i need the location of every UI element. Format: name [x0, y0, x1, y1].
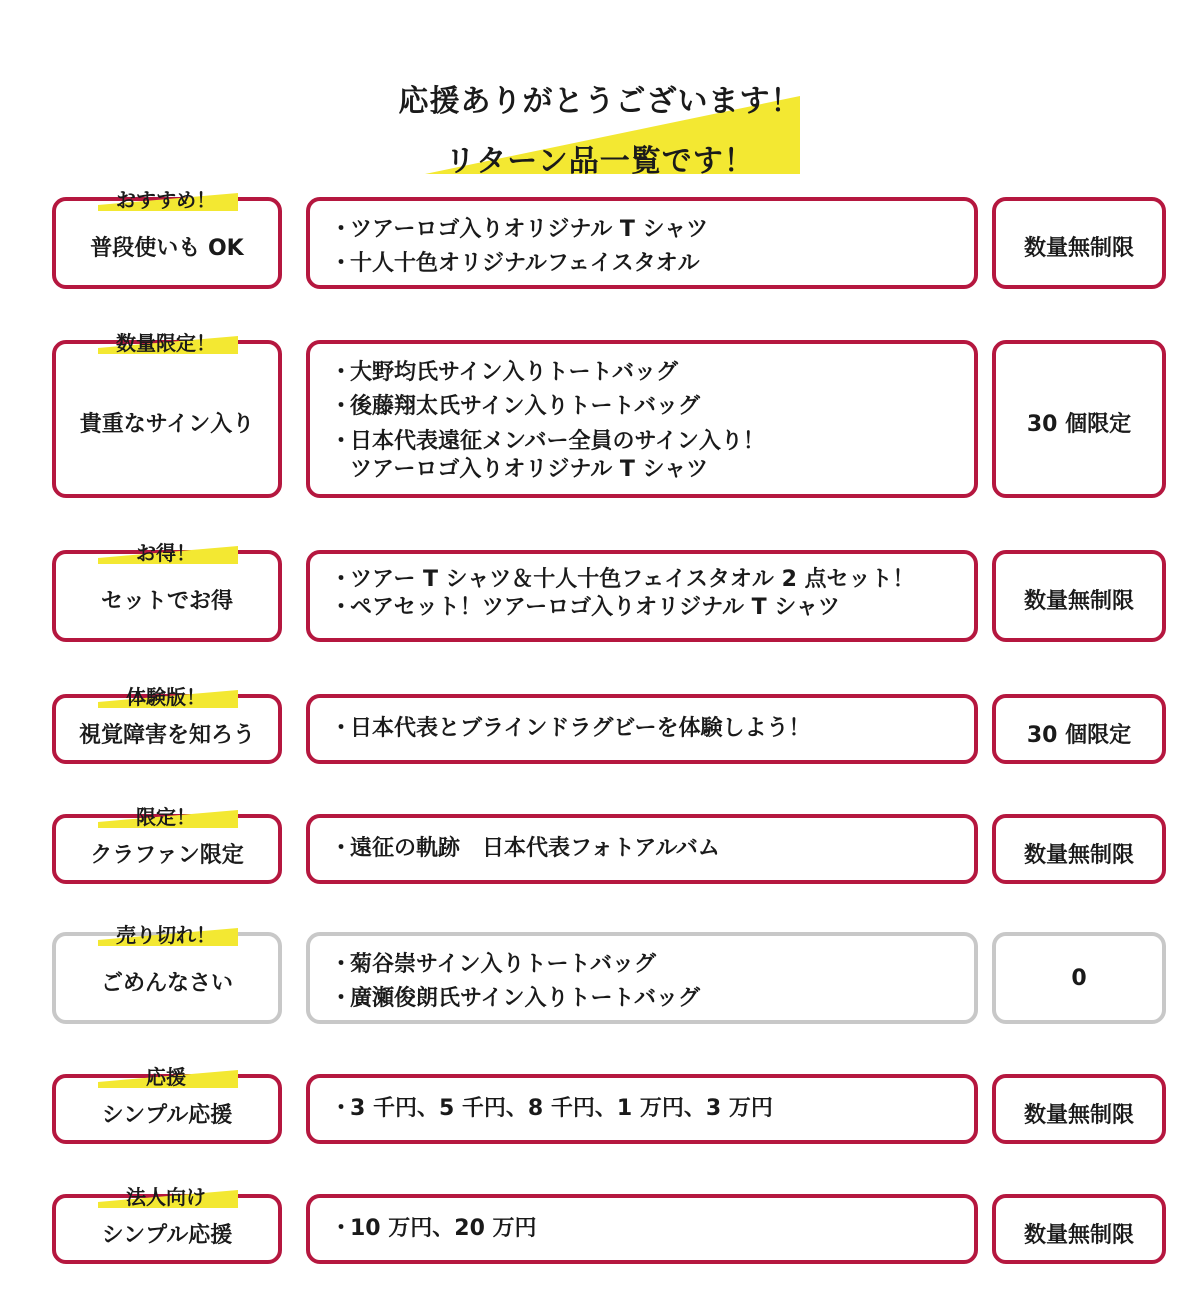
list-item: ・ 後藤翔太氏サイン入りトートバッグ [330, 394, 701, 419]
quantity-box [992, 1194, 1166, 1264]
items-list [330, 566, 964, 622]
items-box [306, 694, 978, 764]
page-title: 応援ありがとうございます！ [398, 84, 802, 119]
list-item: ・ 廣瀬俊朗氏サイン入りトートバッグ [330, 986, 701, 1011]
reward-row [0, 805, 1200, 884]
quantity-box [992, 340, 1166, 498]
list-item: ・ ツアー T シャツ＆十人十色フェイスタオル 2 点セット！ [330, 567, 915, 592]
quantity-box [992, 814, 1166, 884]
quantity-box [992, 1074, 1166, 1144]
page-header [0, 60, 1200, 180]
items-box [306, 814, 978, 884]
category-subtitle: ごめんなさい [100, 971, 233, 996]
items-box [306, 932, 978, 1024]
reward-row [0, 1065, 1200, 1144]
list-item: ・ 菊谷崇サイン入りトートバッグ [330, 952, 657, 977]
category-subtitle: クラファン限定 [90, 843, 244, 868]
quantity-label: 30 個限定 [1026, 412, 1132, 437]
quantity-box [992, 932, 1166, 1024]
list-item: ・ 十人十色オリジナルフェイスタオル [330, 251, 700, 276]
items-box [306, 550, 978, 642]
category-tag: 売り切れ！ [94, 920, 238, 950]
category-subtitle: セットでお得 [100, 589, 233, 614]
reward-row [0, 1185, 1200, 1264]
items-list [330, 948, 964, 1016]
quantity-label: 30 個限定 [1026, 723, 1132, 748]
quantity-box [992, 694, 1166, 764]
items-box [306, 1194, 978, 1264]
quantity-label: 0 [1071, 966, 1087, 991]
category-box [52, 340, 282, 498]
list-item: ・ 日本代表とブラインドラグビーを体験しよう！ [330, 716, 811, 741]
category-subtitle: シンプル応援 [101, 1103, 233, 1128]
reward-row [0, 541, 1200, 642]
quantity-label: 数量無制限 [1023, 843, 1134, 868]
category-subtitle: 貴重なサイン入り [79, 412, 255, 437]
category-tag: お得！ [94, 538, 238, 568]
quantity-label: 数量無制限 [1023, 589, 1134, 614]
quantity-label: 数量無制限 [1023, 236, 1134, 261]
items-list [330, 1212, 964, 1246]
quantity-box [992, 550, 1166, 642]
list-item: ・ 大野均氏サイン入りトートバッグ [330, 360, 679, 385]
quantity-box [992, 197, 1166, 289]
category-subtitle: 視覚障害を知ろう [78, 723, 255, 748]
list-item: ・ 遠征の軌跡 日本代表フォトアルバム [330, 836, 720, 861]
list-item: ・ 3 千円、5 千円、8 千円、1 万円、3 万円 [330, 1096, 773, 1121]
items-box [306, 197, 978, 289]
list-item: ・ 日本代表遠征メンバー全員のサイン入り！ ツアーロゴ入りオリジナル T シャツ [330, 429, 765, 482]
items-list [330, 1092, 964, 1126]
category-subtitle: 普段使いも OK [90, 236, 244, 261]
page-subtitle: リターン品一覧です！ [445, 144, 755, 179]
reward-row [0, 188, 1200, 289]
category-tag: 法人向け [94, 1182, 238, 1212]
items-list [330, 356, 964, 484]
category-tag: 限定！ [94, 802, 238, 832]
reward-row [0, 331, 1200, 498]
reward-row [0, 685, 1200, 764]
list-item: ・ 10 万円、20 万円 [330, 1216, 537, 1241]
items-box [306, 1074, 978, 1144]
quantity-label: 数量無制限 [1023, 1223, 1134, 1248]
quantity-label: 数量無制限 [1023, 1103, 1134, 1128]
items-list [330, 213, 964, 281]
items-box [306, 340, 978, 498]
category-tag: 応援 [94, 1062, 238, 1092]
reward-row-sold-out [0, 923, 1200, 1024]
category-tag: 体験版！ [94, 682, 238, 712]
list-item: ・ ペアセット！ツアーロゴ入りオリジナル T シャツ [330, 595, 840, 620]
category-subtitle: シンプル応援 [101, 1223, 233, 1248]
items-list [330, 712, 964, 746]
items-list [330, 832, 964, 866]
list-item: ・ ツアーロゴ入りオリジナル T シャツ [330, 217, 709, 242]
category-tag: おすすめ！ [94, 185, 238, 215]
category-tag: 数量限定！ [94, 328, 238, 358]
